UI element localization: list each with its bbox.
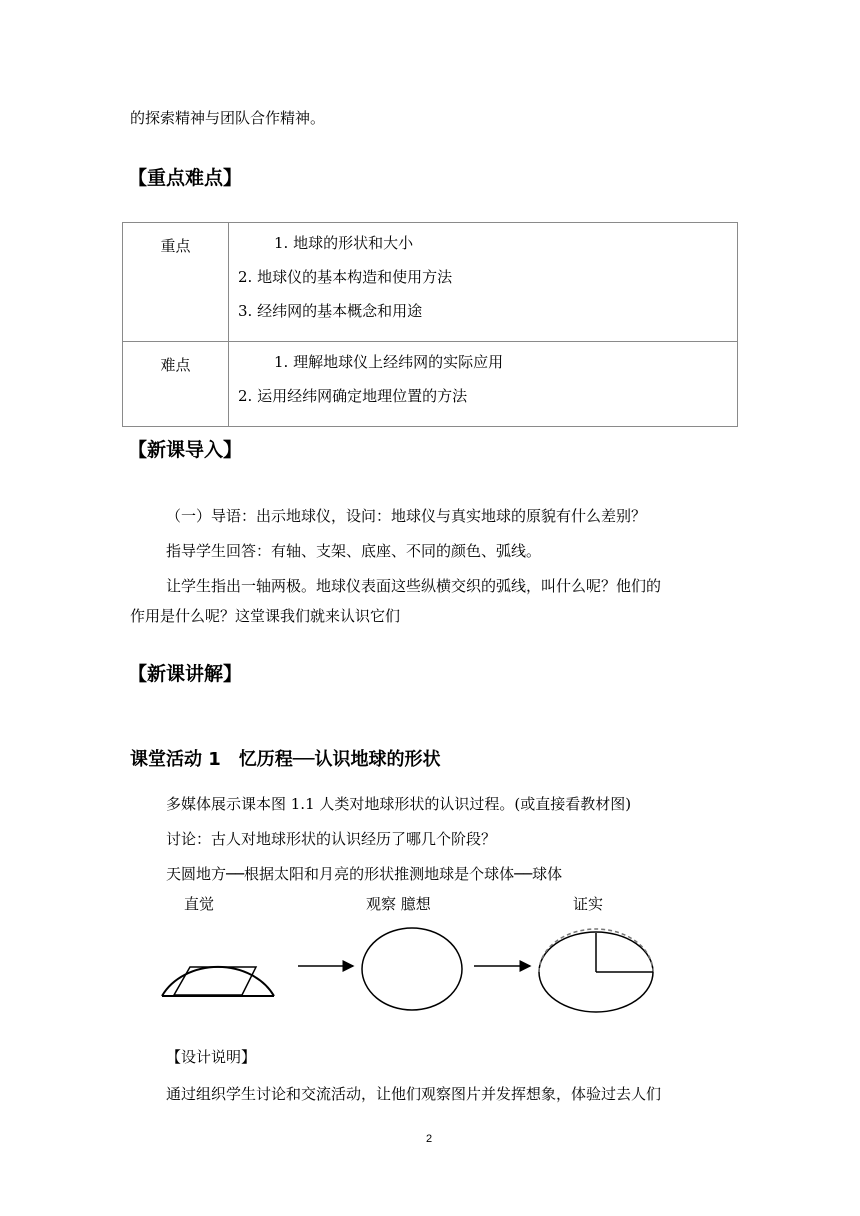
activity-line: 多媒体展示课本图 1.1 人类对地球形状的认识过程。(或直接看教材图) [166, 795, 632, 813]
row-label-key: 重点 [123, 223, 229, 342]
intro-paragraph: 让学生指出一轴两极。地球仪表面这些纵横交织的弧线，叫什么呢？他们的 [166, 577, 662, 595]
table-row-key [123, 223, 738, 342]
key-item: 3. 经纬网的基本概念和用途 [238, 302, 423, 320]
table-row-difficulty [123, 342, 738, 427]
key-points-table [122, 222, 738, 427]
difficulty-item: 2. 运用经纬网确定地理位置的方法 [238, 387, 468, 405]
sphere-verified-figure [539, 929, 653, 1012]
activity-line: 讨论：古人对地球形状的认识经历了哪几个阶段？ [166, 830, 497, 848]
activity-line: 天圆地方──根据太阳和月亮的形状推测地球是个球体──球体 [166, 865, 563, 883]
stage-label-verification: 证实 [573, 895, 604, 913]
key-item: 2. 地球仪的基本构造和使用方法 [238, 268, 453, 286]
intro-paragraph: 作用是什么呢？这堂课我们就来认识它们 [130, 607, 401, 625]
stage-label-intuition: 直觉 [184, 895, 215, 913]
row-label-difficulty: 难点 [123, 342, 229, 427]
stage-label-observation: 观察 臆想 [366, 895, 431, 913]
difficulty-item: 1. 理解地球仪上经纬网的实际应用 [274, 353, 504, 371]
dome-sky-square-earth-figure [162, 967, 274, 996]
heading-key-points: 【重点难点】 [128, 167, 243, 189]
earth-shape-diagram [150, 925, 670, 1030]
intro-paragraph: （一）导语：出示地球仪，设问：地球仪与真实地球的原貌有什么差别？ [166, 507, 647, 525]
page-number: 2 [426, 1133, 433, 1145]
design-note-title: 【设计说明】 [166, 1048, 257, 1066]
key-item: 1. 地球的形状和大小 [274, 234, 414, 252]
intro-tail-text: 的探索精神与团队合作精神。 [130, 109, 326, 127]
row-content-difficulty [229, 342, 738, 427]
row-content-key [229, 223, 738, 342]
intro-paragraph: 指导学生回答：有轴、支架、底座、不同的颜色、弧线。 [166, 542, 542, 560]
sphere-guess-figure [362, 928, 462, 1010]
heading-new-lecture: 【新课讲解】 [128, 663, 243, 685]
design-note-text: 通过组织学生讨论和交流活动，让他们观察图片并发挥想象，体验过去人们 [166, 1085, 662, 1103]
heading-new-intro: 【新课导入】 [128, 439, 243, 461]
activity-title: 课堂活动 1 忆历程──认识地球的形状 [130, 749, 441, 770]
